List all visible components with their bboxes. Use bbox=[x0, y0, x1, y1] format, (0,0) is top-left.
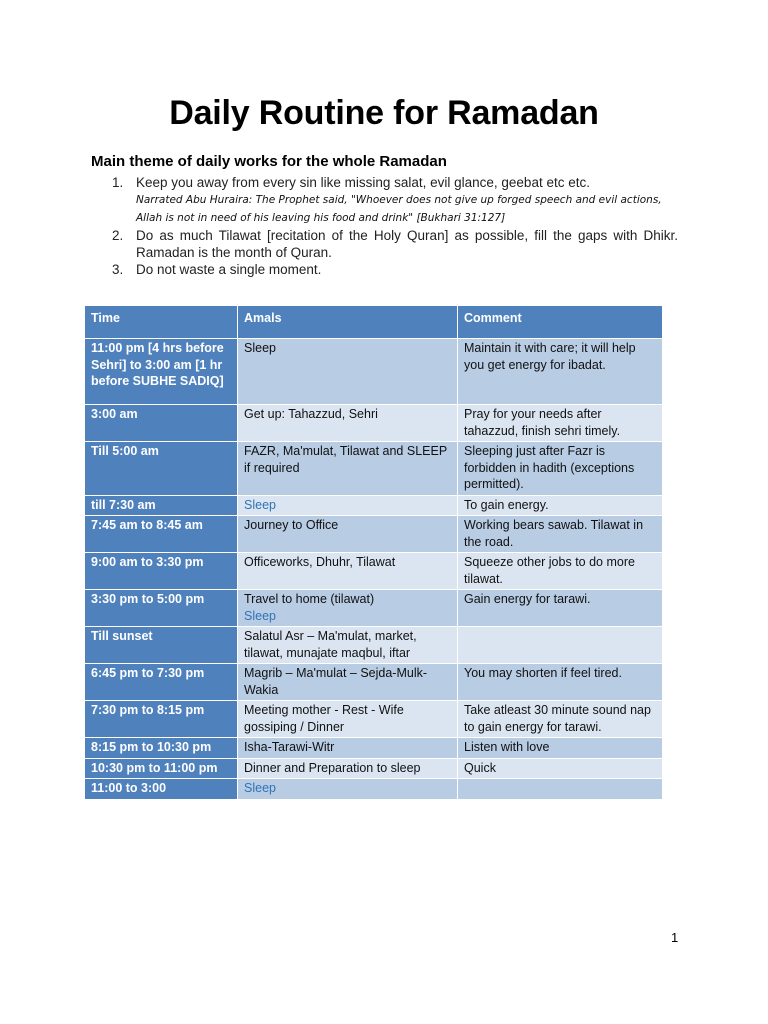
amal-text: Travel to home (tilawat) bbox=[244, 592, 375, 606]
amal-cell bbox=[238, 627, 458, 664]
routine-table bbox=[84, 305, 663, 800]
comment-cell: Listen with love bbox=[458, 738, 663, 759]
comment-cell: Sleeping just after Fazr is forbidden in hadith (exceptions permitted). bbox=[458, 442, 663, 496]
amal-cell bbox=[238, 405, 458, 442]
list-item-text: Do as much Tilawat [recitation of the Holy Quran] as possible, fill the gaps with Dhikr. Ramadan is the month of Quran. bbox=[136, 228, 678, 260]
column-header-comment: Comment bbox=[458, 306, 663, 339]
time-cell: Till 5:00 am bbox=[85, 442, 238, 496]
table-header-row bbox=[85, 306, 663, 339]
theme-list bbox=[100, 174, 678, 278]
time-cell: 7:30 pm to 8:15 pm bbox=[85, 701, 238, 738]
hadith-quote-line: Allah is not in need of his leaving his food and drink" [Bukhari 31:127] bbox=[136, 212, 506, 224]
amal-cell bbox=[238, 553, 458, 590]
page-number: 1 bbox=[671, 930, 679, 945]
amal-text: Get up: Tahazzud, Sehri bbox=[244, 407, 378, 421]
amal-sleep-text: Sleep bbox=[244, 608, 276, 623]
table-row bbox=[85, 738, 663, 759]
time-cell: 11:00 to 3:00 bbox=[85, 779, 238, 800]
time-cell: 3:30 pm to 5:00 pm bbox=[85, 590, 238, 627]
comment-cell bbox=[458, 779, 663, 800]
amal-cell bbox=[238, 779, 458, 800]
amal-text: Magrib – Ma'mulat – Sejda-Mulk-Wakia bbox=[244, 666, 428, 697]
table-row bbox=[85, 779, 663, 800]
comment-cell: Take atleast 30 minute sound nap to gain energy for tarawi. bbox=[458, 701, 663, 738]
amal-cell bbox=[238, 758, 458, 779]
time-cell: Till sunset bbox=[85, 627, 238, 664]
comment-cell: Maintain it with care; it will help you get energy for ibadat. bbox=[458, 339, 663, 405]
time-cell: 7:45 am to 8:45 am bbox=[85, 516, 238, 553]
amal-text: Officeworks, Dhuhr, Tilawat bbox=[244, 555, 396, 569]
table-row bbox=[85, 405, 663, 442]
amal-sleep-text: Sleep bbox=[244, 497, 276, 512]
list-item-text: Keep you away from every sin like missing salat, evil glance, geebat etc etc. bbox=[136, 175, 590, 190]
table-row bbox=[85, 516, 663, 553]
amal-text: Journey to Office bbox=[244, 518, 339, 532]
table-row bbox=[85, 701, 663, 738]
column-header-amals: Amals bbox=[238, 306, 458, 339]
amal-text: Meeting mother - Rest - Wife gossiping / Dinner bbox=[244, 703, 404, 734]
table-row bbox=[85, 442, 663, 496]
time-cell: till 7:30 am bbox=[85, 495, 238, 516]
time-cell: 6:45 pm to 7:30 pm bbox=[85, 664, 238, 701]
hadith-quote-line: Narrated Abu Huraira: The Prophet said, "Whoever does not give up forged speech and evil actions, bbox=[136, 194, 662, 206]
time-cell: 8:15 pm to 10:30 pm bbox=[85, 738, 238, 759]
amal-cell bbox=[238, 590, 458, 627]
amal-cell bbox=[238, 738, 458, 759]
table-row bbox=[85, 664, 663, 701]
amal-cell bbox=[238, 664, 458, 701]
table-row bbox=[85, 495, 663, 516]
list-number: 1. bbox=[112, 175, 124, 190]
time-cell: 3:00 am bbox=[85, 405, 238, 442]
table-row bbox=[85, 553, 663, 590]
section-subtitle: Main theme of daily works for the whole Ramadan bbox=[91, 153, 447, 170]
comment-cell: Squeeze other jobs to do more tilawat. bbox=[458, 553, 663, 590]
table-row bbox=[85, 590, 663, 627]
comment-cell: To gain energy. bbox=[458, 495, 663, 516]
amal-cell bbox=[238, 442, 458, 496]
comment-cell: Pray for your needs after tahazzud, finish sehri timely. bbox=[458, 405, 663, 442]
comment-cell: Working bears sawab. Tilawat in the road. bbox=[458, 516, 663, 553]
comment-cell bbox=[458, 627, 663, 664]
amal-cell bbox=[238, 516, 458, 553]
time-cell: 11:00 pm [4 hrs before Sehri] to 3:00 am [1 hr before SUBHE SADIQ] bbox=[85, 339, 238, 405]
table-row bbox=[85, 758, 663, 779]
list-number: 3. bbox=[112, 262, 124, 277]
amal-cell bbox=[238, 339, 458, 405]
list-item bbox=[100, 227, 678, 261]
list-item bbox=[100, 261, 678, 278]
comment-cell: Gain energy for tarawi. bbox=[458, 590, 663, 627]
amal-text: Sleep bbox=[244, 341, 276, 355]
list-number: 2. bbox=[112, 228, 124, 243]
list-item bbox=[100, 174, 678, 227]
amal-text: FAZR, Ma'mulat, Tilawat and SLEEP if required bbox=[244, 444, 447, 475]
table-row bbox=[85, 627, 663, 664]
time-cell: 9:00 am to 3:30 pm bbox=[85, 553, 238, 590]
amal-text: Isha-Tarawi-Witr bbox=[244, 740, 335, 754]
amal-text: Dinner and Preparation to sleep bbox=[244, 760, 421, 775]
comment-cell: Quick bbox=[458, 758, 663, 779]
document-title: Daily Routine for Ramadan bbox=[169, 94, 599, 132]
amal-cell bbox=[238, 495, 458, 516]
comment-cell: You may shorten if feel tired. bbox=[458, 664, 663, 701]
amal-sleep-text: Sleep bbox=[244, 781, 276, 795]
amal-text: Salatul Asr – Ma'mulat, market, tilawat, munajate maqbul, iftar bbox=[244, 629, 417, 660]
time-cell: 10:30 pm to 11:00 pm bbox=[85, 758, 238, 779]
column-header-time: Time bbox=[85, 306, 238, 339]
amal-cell bbox=[238, 701, 458, 738]
table-row bbox=[85, 339, 663, 405]
list-item-text: Do not waste a single moment. bbox=[136, 262, 322, 277]
